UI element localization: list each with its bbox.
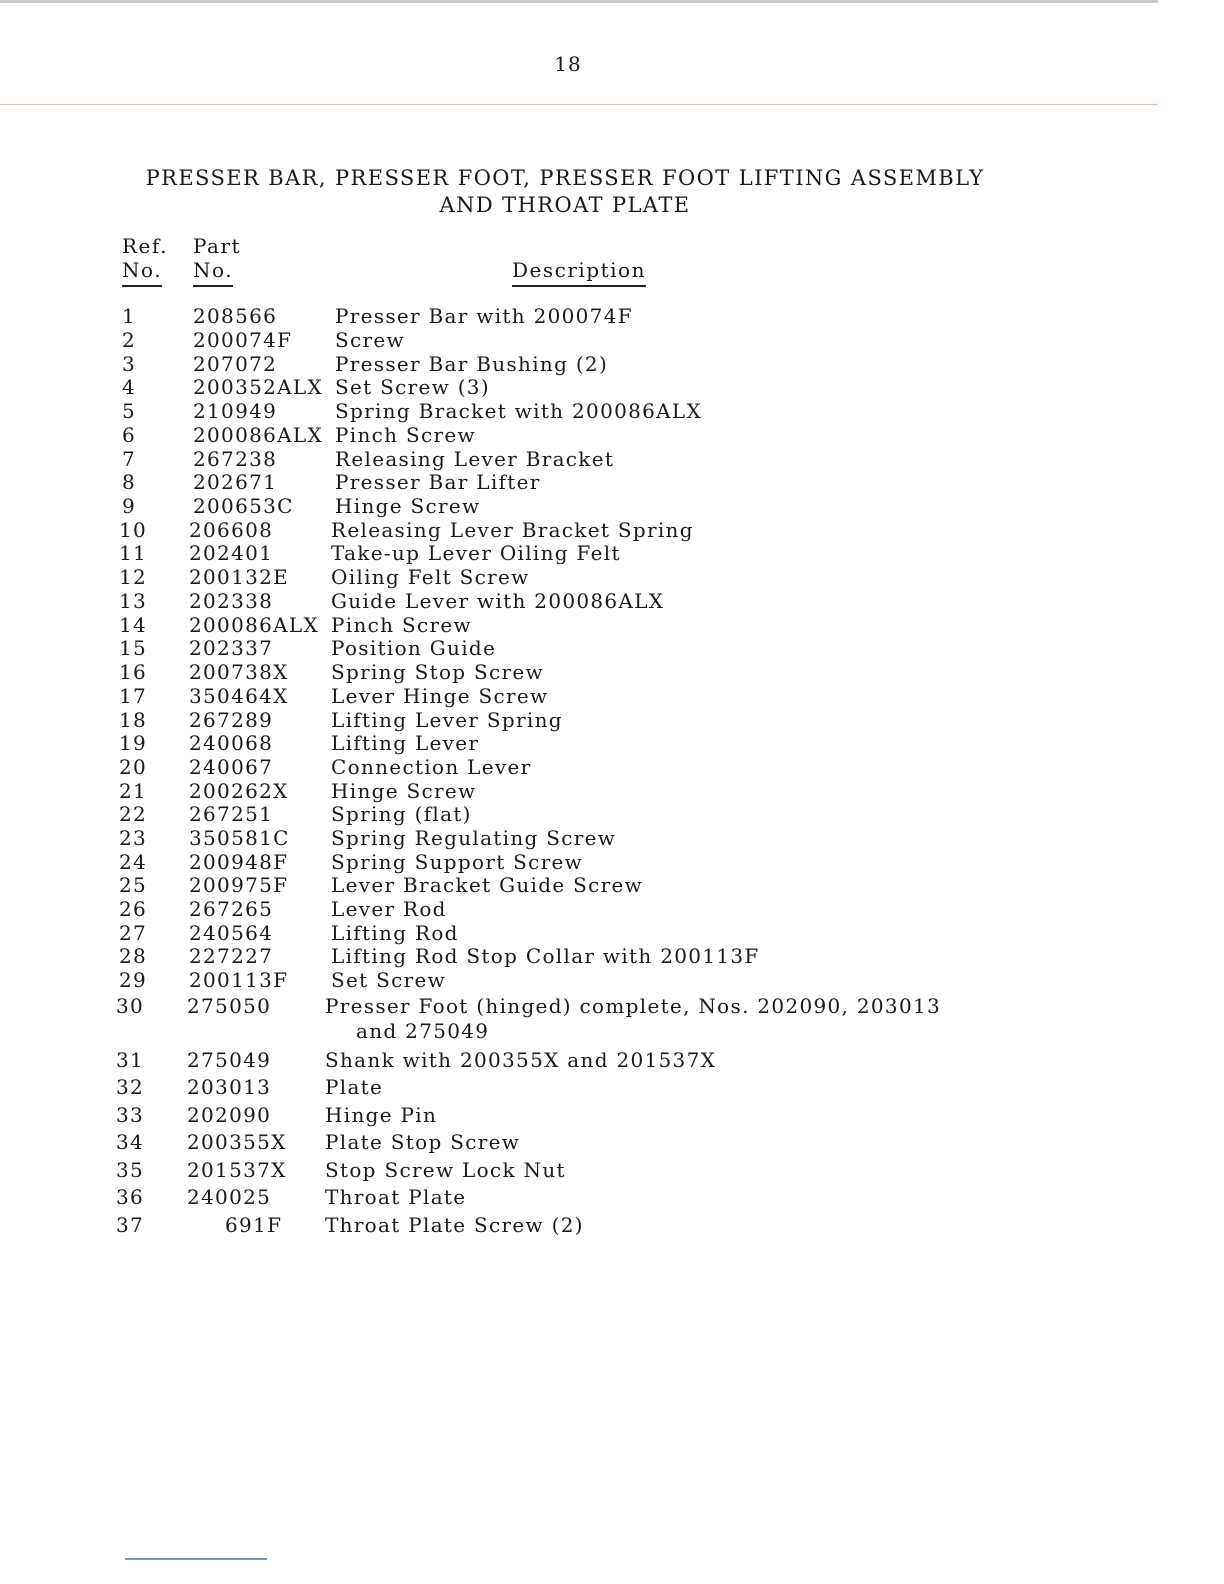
part-number: 201537X (187, 1158, 287, 1182)
ref-number: 24 (119, 850, 148, 874)
ref-number: 11 (119, 541, 148, 565)
ref-number: 37 (116, 1213, 145, 1237)
part-description: Screw (335, 328, 405, 352)
part-number: 267251 (189, 802, 274, 826)
part-description: Stop Screw Lock Nut (325, 1158, 566, 1182)
part-description: Spring Regulating Screw (331, 826, 617, 850)
title-line-1: PRESSER BAR, PRESSER FOOT, PRESSER FOOT LIFTING ASSEMBLY (145, 166, 985, 190)
part-number: 240067 (189, 755, 274, 779)
part-description: Spring Stop Screw (331, 660, 544, 684)
ref-number: 35 (116, 1158, 145, 1182)
part-number: 202401 (189, 541, 274, 565)
ref-number: 13 (119, 589, 148, 613)
part-number: 350464X (189, 684, 289, 708)
part-number: 210949 (193, 399, 278, 423)
column-header-ref-line2: No. (122, 258, 162, 287)
part-description: Guide Lever with 200086ALX (331, 589, 665, 613)
ref-number: 22 (119, 802, 148, 826)
part-number: 267238 (193, 447, 278, 471)
ref-number: 27 (119, 921, 148, 945)
part-number: 275050 (187, 994, 272, 1018)
part-number: 240025 (187, 1185, 272, 1209)
ref-number: 34 (116, 1130, 145, 1154)
part-description: Hinge Screw (335, 494, 481, 518)
part-description: Spring Support Screw (331, 850, 584, 874)
ref-number: 3 (122, 352, 137, 376)
ref-number: 31 (116, 1048, 145, 1072)
part-number: 202671 (193, 470, 278, 494)
part-number: 691F (225, 1213, 283, 1237)
part-description: Position Guide (331, 636, 497, 660)
part-description: Set Screw (3) (335, 375, 490, 399)
part-number: 200086ALX (193, 423, 324, 447)
part-description: Lever Rod (331, 897, 447, 921)
ref-number: 19 (119, 731, 148, 755)
part-description: Throat Plate (325, 1185, 467, 1209)
ref-number: 25 (119, 873, 148, 897)
part-number: 200975F (189, 873, 289, 897)
part-description: Plate Stop Screw (325, 1130, 521, 1154)
ref-number: 2 (122, 328, 137, 352)
bottom-mark (125, 1558, 267, 1560)
ref-number: 32 (116, 1075, 145, 1099)
part-number: 202338 (189, 589, 274, 613)
page-number: 18 (554, 52, 582, 76)
column-header-part-line1: Part (193, 234, 242, 258)
ref-number: 1 (122, 304, 137, 328)
part-description: Lifting Rod (331, 921, 459, 945)
part-number: 200948F (189, 850, 289, 874)
ref-number: 4 (122, 375, 137, 399)
part-description: Pinch Screw (331, 613, 472, 637)
ref-number: 5 (122, 399, 137, 423)
part-description: Hinge Pin (325, 1103, 438, 1127)
part-description: Take-up Lever Oiling Felt (331, 541, 621, 565)
part-description: Spring (flat) (331, 802, 472, 826)
part-description: Releasing Lever Bracket (335, 447, 615, 471)
part-number: 240068 (189, 731, 274, 755)
part-description: Presser Bar with 200074F (335, 304, 633, 328)
part-description: Plate (325, 1075, 384, 1099)
part-number: 240564 (189, 921, 274, 945)
part-number: 202337 (189, 636, 274, 660)
part-number: 200355X (187, 1130, 287, 1154)
part-number: 275049 (187, 1048, 272, 1072)
ref-number: 15 (119, 636, 148, 660)
ref-number: 8 (122, 470, 137, 494)
column-header-part-line2: No. (193, 258, 233, 287)
column-header-description-label: Description (512, 258, 646, 287)
part-number: 208566 (193, 304, 278, 328)
part-number: 227227 (189, 944, 274, 968)
part-description: Spring Bracket with 200086ALX (335, 399, 703, 423)
title-line-2: AND THROAT PLATE (439, 193, 691, 217)
part-number: 200074F (193, 328, 293, 352)
ref-number: 7 (122, 447, 137, 471)
part-number: 200262X (189, 779, 289, 803)
part-number: 200113F (189, 968, 289, 992)
part-description: Throat Plate Screw (2) (325, 1213, 584, 1237)
part-description: Lever Hinge Screw (331, 684, 549, 708)
ref-number: 18 (119, 708, 148, 732)
ref-number: 10 (119, 518, 148, 542)
ref-number: 16 (119, 660, 148, 684)
part-description: Lifting Lever (331, 731, 480, 755)
part-number: 202090 (187, 1103, 272, 1127)
part-description: Oiling Felt Screw (331, 565, 530, 589)
ref-number: 30 (116, 994, 145, 1018)
part-number: 200738X (189, 660, 289, 684)
ref-number: 14 (119, 613, 148, 637)
ref-number: 23 (119, 826, 148, 850)
part-description: Set Screw (331, 968, 447, 992)
part-number: 200653C (193, 494, 294, 518)
ref-number: 12 (119, 565, 148, 589)
part-number: 350581C (189, 826, 290, 850)
ref-number: 36 (116, 1185, 145, 1209)
part-description: Lifting Rod Stop Collar with 200113F (331, 944, 760, 968)
part-number: 200132E (189, 565, 290, 589)
ref-number: 17 (119, 684, 148, 708)
ref-number: 33 (116, 1103, 145, 1127)
part-description: Connection Lever (331, 755, 532, 779)
part-number: 203013 (187, 1075, 272, 1099)
ref-number: 21 (119, 779, 148, 803)
part-number: 207072 (193, 352, 278, 376)
ref-number: 20 (119, 755, 148, 779)
part-description-continued: and 275049 (356, 1019, 490, 1043)
part-description: Releasing Lever Bracket Spring (331, 518, 694, 542)
ref-number: 6 (122, 423, 137, 447)
part-number: 200352ALX (193, 375, 324, 399)
part-description: Hinge Screw (331, 779, 477, 803)
part-description: Lever Bracket Guide Screw (331, 873, 644, 897)
part-description: Pinch Screw (335, 423, 476, 447)
part-description: Presser Bar Bushing (2) (335, 352, 609, 376)
part-number: 267265 (189, 897, 274, 921)
part-description: Shank with 200355X and 201537X (325, 1048, 717, 1072)
ref-number: 9 (122, 494, 137, 518)
ref-number: 28 (119, 944, 148, 968)
part-number: 267289 (189, 708, 274, 732)
ref-number: 26 (119, 897, 148, 921)
part-description: Presser Foot (hinged) complete, Nos. 202090, 203013 (325, 994, 942, 1018)
part-description: Lifting Lever Spring (331, 708, 563, 732)
part-description: Presser Bar Lifter (335, 470, 541, 494)
part-number: 206608 (189, 518, 274, 542)
part-number: 200086ALX (189, 613, 320, 637)
ref-number: 29 (119, 968, 148, 992)
column-header-ref-line1: Ref. (122, 234, 168, 258)
